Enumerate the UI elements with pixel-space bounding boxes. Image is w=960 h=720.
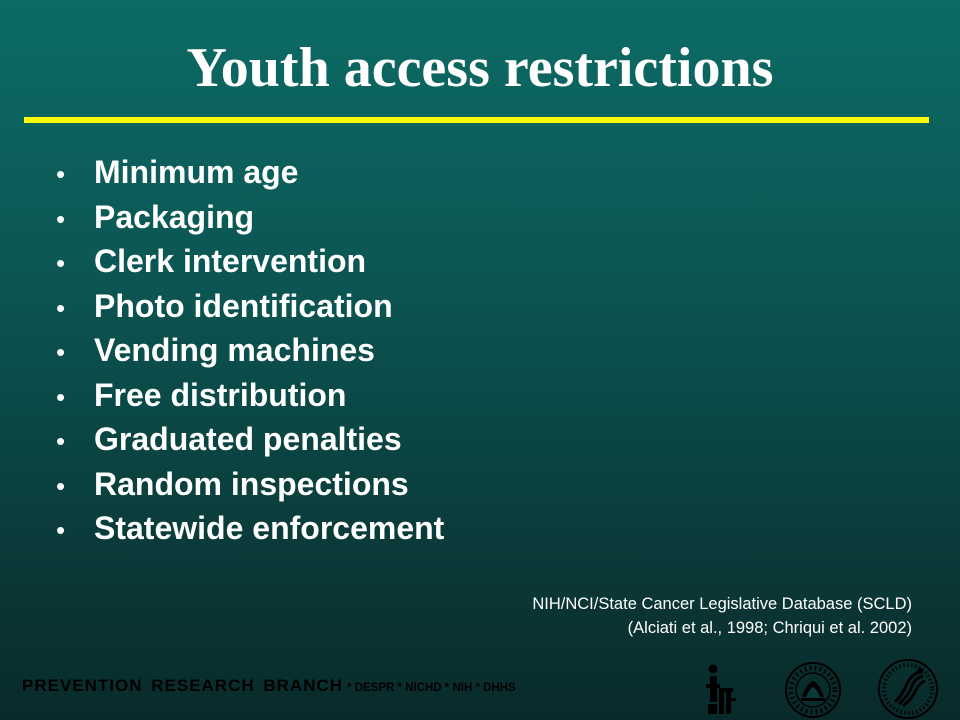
bullet-text: Clerk intervention: [94, 243, 367, 279]
bullet-text: Statewide enforcement: [94, 510, 445, 546]
bullet-dot: •: [56, 159, 66, 189]
citation-line-2: (Alciati et al., 1998; Chriqui et al. 2002): [627, 619, 912, 637]
bullet-dot: •: [56, 381, 66, 412]
bullet-text: Minimum age: [94, 154, 299, 190]
bullet-text: Graduated penalties: [94, 421, 402, 457]
bullet-text: Random inspections: [94, 465, 409, 502]
bullet-item: [56, 195, 444, 240]
bullet-item: [56, 506, 444, 551]
footer-branch-name: PREVENTION RESEARCH BRANCH: [22, 676, 344, 695]
bullet-dot: •: [56, 292, 66, 323]
bullet-text: Free distribution: [94, 376, 347, 413]
footer-agencies: * DESPR * NICHD * NIH * DHHS: [347, 682, 516, 694]
bullet-item: [56, 373, 444, 418]
hhs-seal-icon: [877, 658, 939, 720]
bullet-text: Packaging: [94, 198, 255, 235]
bullet-text: Vending machines: [94, 332, 375, 368]
bullet-dot: •: [56, 248, 66, 278]
bullet-item: [56, 462, 444, 507]
citation-line-1: NIH/NCI/State Cancer Legislative Database (SCLD): [532, 595, 912, 613]
bullet-list: [56, 150, 444, 551]
bullet-item: [56, 328, 444, 373]
nichd-logo: [704, 664, 738, 716]
slide-title: Youth access restrictions: [186, 37, 774, 99]
bullet-dot: •: [56, 337, 66, 367]
bullet-item: [56, 150, 444, 195]
bullet-dot: •: [56, 203, 66, 234]
bullet-text: Photo identification: [94, 287, 393, 324]
nih-seal-icon: [784, 661, 842, 719]
bullet-dot: •: [56, 470, 66, 501]
bullet-dot: •: [56, 426, 66, 456]
bullet-item: [56, 284, 444, 329]
footer: [22, 676, 516, 696]
title-underline: [24, 117, 929, 123]
bullet-dot: •: [56, 515, 66, 545]
bullet-item: [56, 417, 444, 462]
bullet-item: [56, 239, 444, 284]
source-citation: [532, 592, 912, 640]
